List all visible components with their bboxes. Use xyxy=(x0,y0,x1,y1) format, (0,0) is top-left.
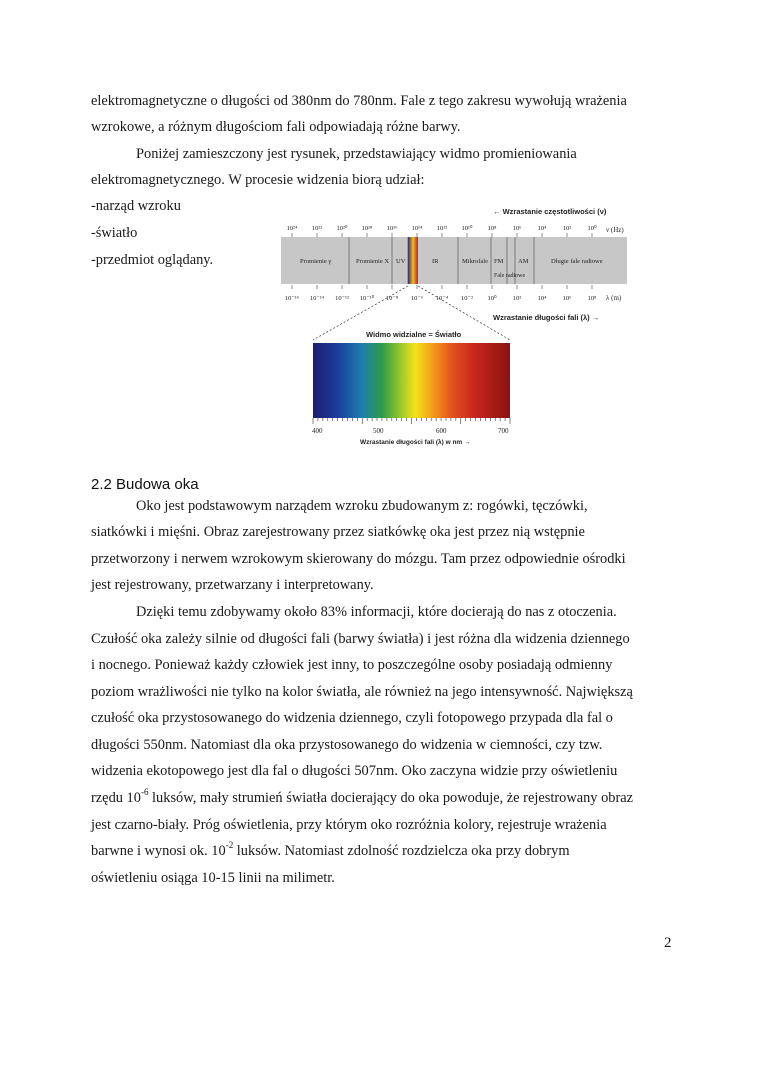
frequency-tick: 10¹⁰ xyxy=(461,225,473,232)
frequency-tick: 10⁴ xyxy=(537,225,547,232)
band-ir: IR xyxy=(432,258,439,265)
paragraph-line: i nocnego. Ponieważ każdy człowiek jest inny, to poszczególne osoby posiadają odmienny xyxy=(91,657,613,673)
wavelength-tick: 10⁻¹² xyxy=(335,295,349,302)
band-xray: Promienie X xyxy=(356,258,390,265)
frequency-tick: 10²² xyxy=(311,225,323,232)
visible-tick-400: 400 xyxy=(312,427,323,435)
list-item: -światło xyxy=(91,225,138,241)
paragraph-line: przetworzony i nerwem wzrokowym skierowany do mózgu. Tam przez odpowiednie ośrodki xyxy=(91,551,626,567)
band-gamma: Promienie γ xyxy=(300,258,332,265)
frequency-tick: 10² xyxy=(562,225,572,232)
visible-spectrum-gradient xyxy=(313,343,510,418)
visible-tick-500: 500 xyxy=(373,427,384,435)
wavelength-tick: 10⁶ xyxy=(562,295,572,302)
visible-spectrum-title: Widmo widzialne = Światło xyxy=(366,330,462,339)
band-uv: UV xyxy=(396,258,406,265)
wavelength-axis-title: Wzrastanie długości fali (λ) → xyxy=(493,313,600,322)
band-long-radio: Długie fale radiowe xyxy=(551,258,603,265)
intro-line-3: Poniżej zamieszczony jest rysunek, przedstawiający widmo promieniowania xyxy=(136,146,577,162)
paragraph-line: jest czarno-biały. Próg oświetlenia, przy którym oko rozróżnia kolory, rejestruje wrażenia xyxy=(91,817,607,833)
frequency-axis-title: ← Wzrastanie częstotliwości (ν) xyxy=(493,207,607,216)
list-item: -przedmiot oglądany. xyxy=(91,252,214,268)
paragraph-line: Czułość oka zależy silnie od długości fali (barwy światła) i jest różna dla widzenia dziennego xyxy=(91,631,630,647)
wavelength-tick: 10⁻¹⁴ xyxy=(309,295,325,302)
wavelength-tick: 10⁻⁸ xyxy=(385,295,399,302)
paragraph-line-barwne: barwne i wynosi ok. $10^{-2}$ luksów. Natomiast zdolność rozdzielcza oka przy dobrym xyxy=(91,840,570,859)
band-radio: Fale radiowe xyxy=(494,273,526,279)
frequency-tick: 10²⁰ xyxy=(336,225,348,232)
wavelength-tick: 10⁻¹⁰ xyxy=(359,295,375,302)
wavelength-tick: 10⁻¹⁶ xyxy=(284,295,300,302)
wavelength-tick: 10² xyxy=(512,295,522,302)
wavelength-tick: 10⁻⁴ xyxy=(435,295,449,302)
frequency-tick: 10¹⁶ xyxy=(386,225,398,232)
list-item: -narząd wzroku xyxy=(91,198,181,214)
paragraph-line: czułość oka przystosowanego do widzenia dziennego, czyli fotopowego przypada dla fal o xyxy=(91,710,613,726)
frequency-tick-labels xyxy=(287,224,597,237)
frequency-tick: 10⁸ xyxy=(487,225,497,232)
paragraph-line: siatkówki i mięśni. Obraz zarejestrowany przez siatkówkę oka jest przez nią wstępnie xyxy=(91,524,585,540)
wavelength-tick: 10⁴ xyxy=(537,295,547,302)
band-am: AM xyxy=(518,258,529,265)
wavelength-tick: 10⁻² xyxy=(461,295,473,302)
frequency-tick: 10⁰ xyxy=(587,225,597,232)
paragraph-line: Oko jest podstawowym narządem wzroku zbudowanym z: rogówki, tęczówki, xyxy=(136,498,588,514)
wavelength-tick: 10⁸ xyxy=(587,295,597,302)
paragraph-line: poziom wrażliwości nie tylko na kolor światła, ale również na jego intensywność. Największą xyxy=(91,684,633,700)
paragraph-line: oświetleniu osiąga 10-15 linii na milimetr. xyxy=(91,870,335,886)
visible-tick-700: 700 xyxy=(498,427,509,435)
paragraph-line: długości 550nm. Natomiast dla oka przystosowanego do widzenia w ciemności, czy tzw. xyxy=(91,737,603,753)
frequency-tick: 10¹² xyxy=(436,225,448,232)
wavelength-tick: 10⁰ xyxy=(487,295,497,302)
section-heading: 2.2 Budowa oka xyxy=(91,476,199,493)
visible-light-band xyxy=(408,237,418,284)
page-number: 2 xyxy=(664,935,672,951)
intro-line-1: elektromagnetyczne o długości od 380nm do 780nm. Fale z tego zakresu wywołują wrażenia xyxy=(91,93,627,109)
paragraph-line: widzenia ekotopowego jest dla fal o długości 507nm. Oko zaczyna widzie przy oświetleniu xyxy=(91,763,618,779)
paragraph-line: jest rejestrowany, przetwarzany i interpretowany. xyxy=(91,577,374,593)
visible-axis-title: Wzrastanie długości fali (λ) w nm → xyxy=(360,439,471,446)
frequency-tick: 10¹⁸ xyxy=(361,225,373,232)
paragraph-line-rzedu: rzędu $10^{-6}$ luksów, mały strumień światła docierający do oka powoduje, że rejestrowany obraz xyxy=(91,787,634,806)
frequency-tick: 10⁶ xyxy=(512,225,522,232)
paragraph-line: Dzięki temu zdobywamy około 83% informacji, które docierają do nas z otoczenia. xyxy=(136,604,617,620)
band-fm: FM xyxy=(494,258,504,265)
frequency-unit: ν (Hz) xyxy=(606,226,624,234)
intro-line-4: elektromagnetycznego. W procesie widzenia biorą udział: xyxy=(91,172,425,188)
frequency-tick: 10¹⁴ xyxy=(411,225,423,232)
frequency-tick: 10²⁴ xyxy=(286,225,298,232)
wavelength-tick-labels xyxy=(285,285,597,302)
wavelength-unit: λ (m) xyxy=(606,294,622,302)
band-microwave: Mikrofale xyxy=(462,258,488,265)
em-spectrum-figure xyxy=(278,200,638,450)
intro-line-2: wzrokowe, a różnym długościom fali odpowiadają różne barwy. xyxy=(91,119,461,135)
visible-tick-600: 600 xyxy=(436,427,447,435)
wavelength-tick: 10⁻⁶ xyxy=(410,295,424,302)
